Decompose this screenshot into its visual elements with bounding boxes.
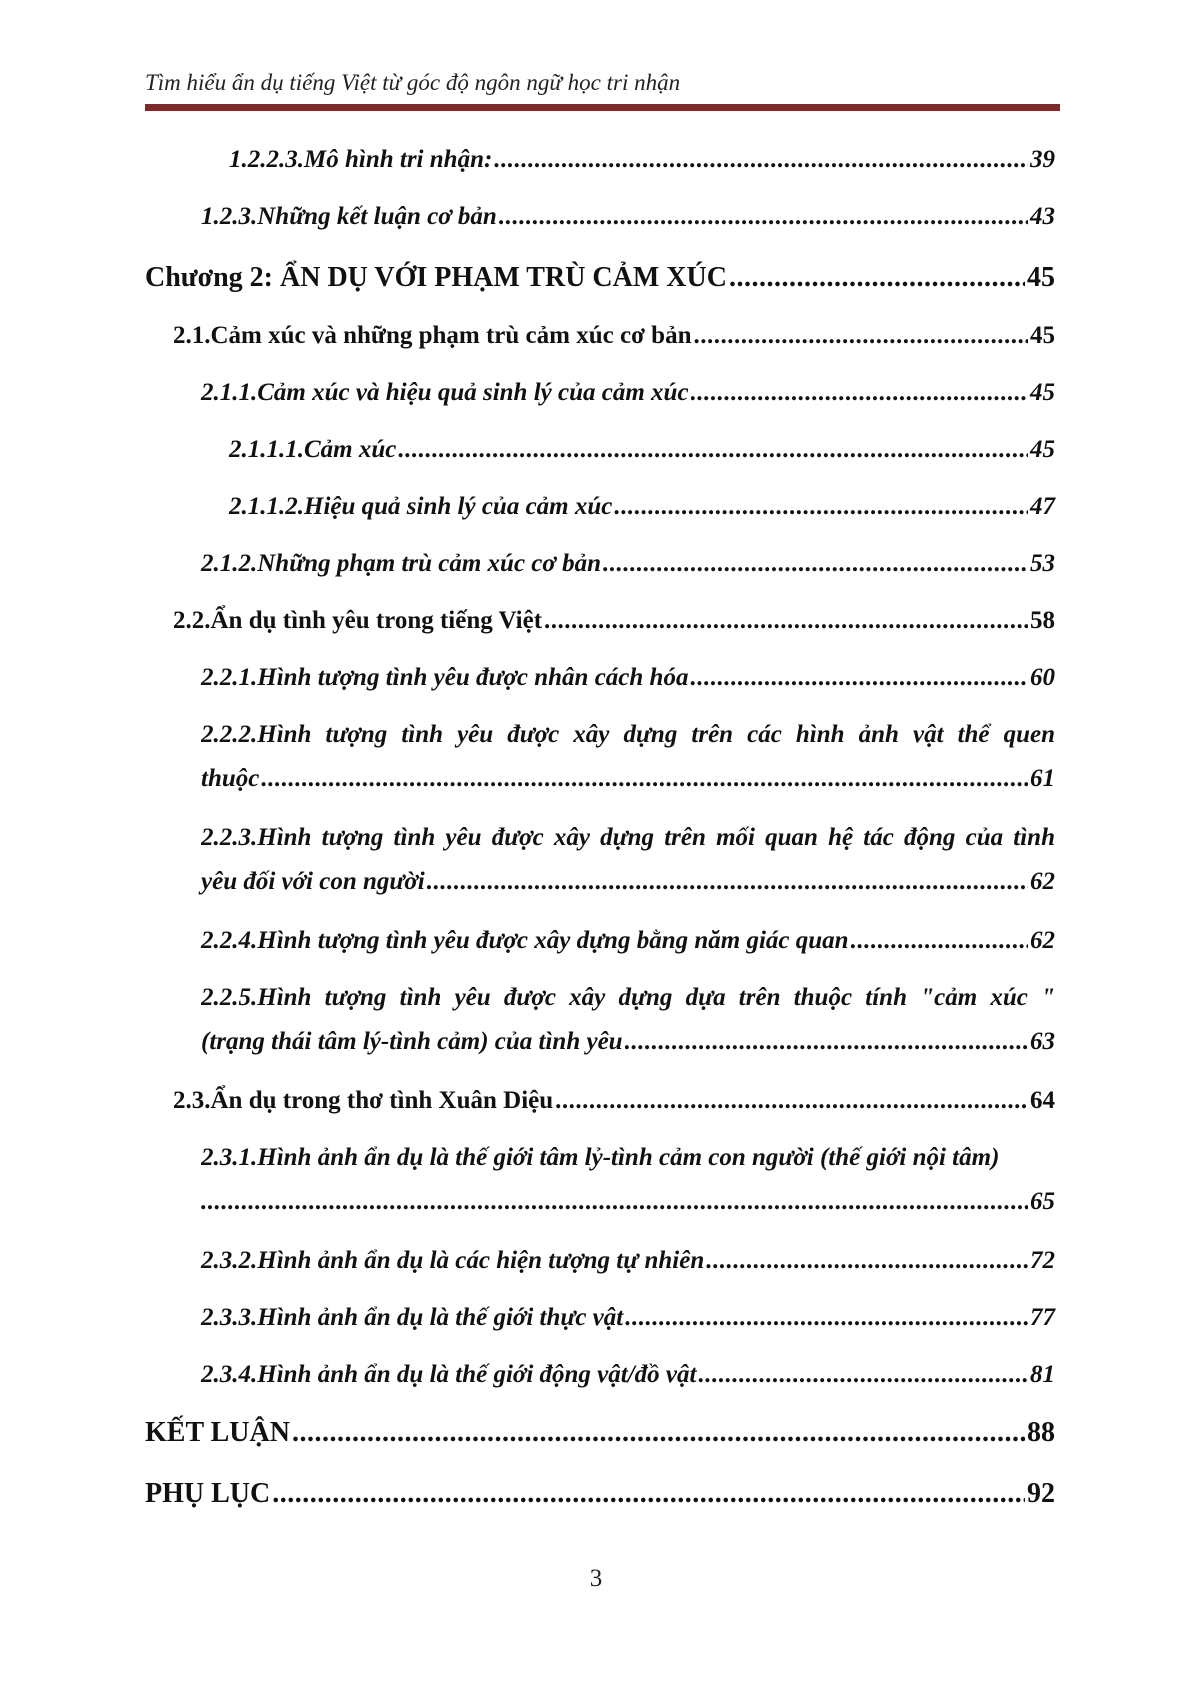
toc-page-number: 45 [1030, 379, 1055, 406]
page-number: 3 [589, 1565, 603, 1592]
toc-entry-label: 2.2.2.Hình tượng tình yêu được xây dựng trên các hình ảnh vật thể quen [201, 721, 1055, 748]
toc-entry-label-continued: (trạng thái tâm lý-tình cảm) của tình yêu [201, 1028, 623, 1055]
dot-leader [625, 1020, 1028, 1064]
toc-entry[interactable] [201, 195, 1055, 239]
toc-entry-label: PHỤ LỤC [145, 1478, 271, 1509]
toc-page-number: 58 [1030, 607, 1055, 634]
toc-entry[interactable] [229, 138, 1055, 182]
toc-page-number: 47 [1030, 493, 1055, 520]
toc-entry-label: 2.3.3.Hình ảnh ẩn dụ là thế giới thực vật [201, 1304, 624, 1331]
toc-entry[interactable] [173, 314, 1055, 358]
toc-entry[interactable] [201, 816, 1055, 904]
dot-leader [427, 860, 1028, 904]
toc-page-number: 81 [1030, 1361, 1055, 1388]
toc-entry-label: KẾT LUẬN [145, 1417, 290, 1448]
toc-chapter-entry[interactable] [145, 256, 1055, 300]
toc-entry-label: 2.3.4.Hình ảnh ẩn dụ là thế giới động vật/đồ vật [201, 1361, 697, 1388]
toc-entry-label: 2.1.1.Cảm xúc và hiệu quả sinh lý của cảm xúc [201, 379, 689, 406]
toc-page-number: 61 [1030, 765, 1055, 792]
toc-chapter-entry[interactable] [145, 1472, 1055, 1516]
toc-entry[interactable] [229, 485, 1055, 529]
toc-entry-label: 1.2.3.Những kết luận cơ bản [201, 203, 497, 230]
toc-entry[interactable] [229, 428, 1055, 472]
dot-leader [261, 757, 1028, 801]
toc-page-number: 39 [1030, 146, 1055, 173]
running-header: Tìm hiểu ẩn dụ tiếng Việt từ góc độ ngôn ngữ học tri nhận [145, 70, 681, 95]
toc-entry[interactable] [201, 1296, 1055, 1340]
toc-entry-label: 2.3.Ẩn dụ trong thơ tình Xuân Diệu [173, 1087, 554, 1114]
toc-page-number: 62 [1030, 927, 1055, 954]
toc-entry[interactable] [201, 919, 1055, 963]
page-header [145, 68, 1060, 111]
toc-entry-label: 1.2.2.3.Mô hình tri nhận: [229, 146, 493, 173]
dot-leader [272, 1472, 1025, 1516]
toc-entry-label: 2.1.1.1.Cảm xúc [229, 436, 397, 463]
toc-entry[interactable] [173, 599, 1055, 643]
toc-page-number: 92 [1027, 1478, 1055, 1509]
dot-leader [201, 1180, 1028, 1224]
toc-entry-label: 2.2.1.Hình tượng tình yêu được nhân cách hóa [201, 664, 689, 691]
dot-leader [851, 919, 1028, 963]
dot-leader [729, 256, 1025, 300]
toc-page-number: 64 [1030, 1087, 1055, 1114]
toc-entry-label: 2.3.2.Hình ảnh ẩn dụ là các hiện tượng tự nhiên [201, 1247, 705, 1274]
toc-page-number: 72 [1030, 1247, 1055, 1274]
toc-entry[interactable] [173, 1079, 1055, 1123]
toc-entry[interactable] [201, 976, 1055, 1064]
dot-leader [494, 138, 1028, 182]
dot-leader [706, 1239, 1028, 1283]
toc-page-number: 43 [1030, 203, 1055, 230]
dot-leader [499, 195, 1028, 239]
toc-page-number: 88 [1027, 1417, 1055, 1448]
toc-entry-label: 2.1.Cảm xúc và những phạm trù cảm xúc cơ bản [173, 322, 692, 349]
toc-page-number: 53 [1030, 550, 1055, 577]
toc-entry[interactable] [201, 713, 1055, 801]
toc-chapter-entry[interactable] [145, 1411, 1055, 1455]
dot-leader [693, 314, 1028, 358]
toc-entry[interactable] [201, 1136, 1055, 1224]
header-rule [145, 104, 1060, 111]
toc-entry-label-continued: yêu đối với con người [201, 868, 425, 895]
dot-leader [398, 428, 1028, 472]
toc-entry-label: 2.3.1.Hình ảnh ẩn dụ là thế giới tâm lỷ-tình cảm con người (thế giới nội tâm) [201, 1144, 1000, 1171]
toc-entry[interactable] [201, 542, 1055, 586]
dot-leader [292, 1411, 1025, 1455]
toc-page-number: 45 [1030, 436, 1055, 463]
dot-leader [603, 542, 1028, 586]
dot-leader [625, 1296, 1028, 1340]
toc-entry-label: 2.2.4.Hình tượng tình yêu được xây dựng bằng năm giác quan [201, 927, 849, 954]
dot-leader [691, 371, 1028, 415]
dot-leader [555, 1079, 1028, 1123]
toc-entry-label: Chương 2: ẨN DỤ VỚI PHẠM TRÙ CẢM XÚC [145, 262, 727, 293]
dot-leader [690, 656, 1028, 700]
toc-entry-label: 2.2.3.Hình tượng tình yêu được xây dựng trên mối quan hệ tác động của tình [201, 824, 1055, 851]
toc-entry[interactable] [201, 656, 1055, 700]
toc-page-number: 63 [1030, 1028, 1055, 1055]
toc-entry[interactable] [201, 1353, 1055, 1397]
dot-leader [698, 1353, 1028, 1397]
toc-entry-label-continued: thuộc [201, 765, 260, 792]
toc-entry-label: 2.1.1.2.Hiệu quả sinh lý của cảm xúc [229, 493, 613, 520]
toc-entry-label: 2.1.2.Những phạm trù cảm xúc cơ bản [201, 550, 601, 577]
toc-entry-label: 2.2.Ẩn dụ tình yêu trong tiếng Việt [173, 607, 543, 634]
toc-page-number: 45 [1030, 322, 1055, 349]
toc-entry-label: 2.2.5.Hình tượng tình yêu được xây dựng dựa trên thuộc tính "cảm xúc " [201, 984, 1055, 1011]
toc-page-number: 45 [1027, 262, 1055, 293]
toc-entry[interactable] [201, 371, 1055, 415]
toc-page-number: 60 [1030, 664, 1055, 691]
toc-page-number: 62 [1030, 868, 1055, 895]
dot-leader [544, 599, 1028, 643]
toc-page-number: 77 [1030, 1304, 1055, 1331]
dot-leader [614, 485, 1028, 529]
toc-entry[interactable] [201, 1239, 1055, 1283]
toc-page-number: 65 [1030, 1188, 1055, 1215]
